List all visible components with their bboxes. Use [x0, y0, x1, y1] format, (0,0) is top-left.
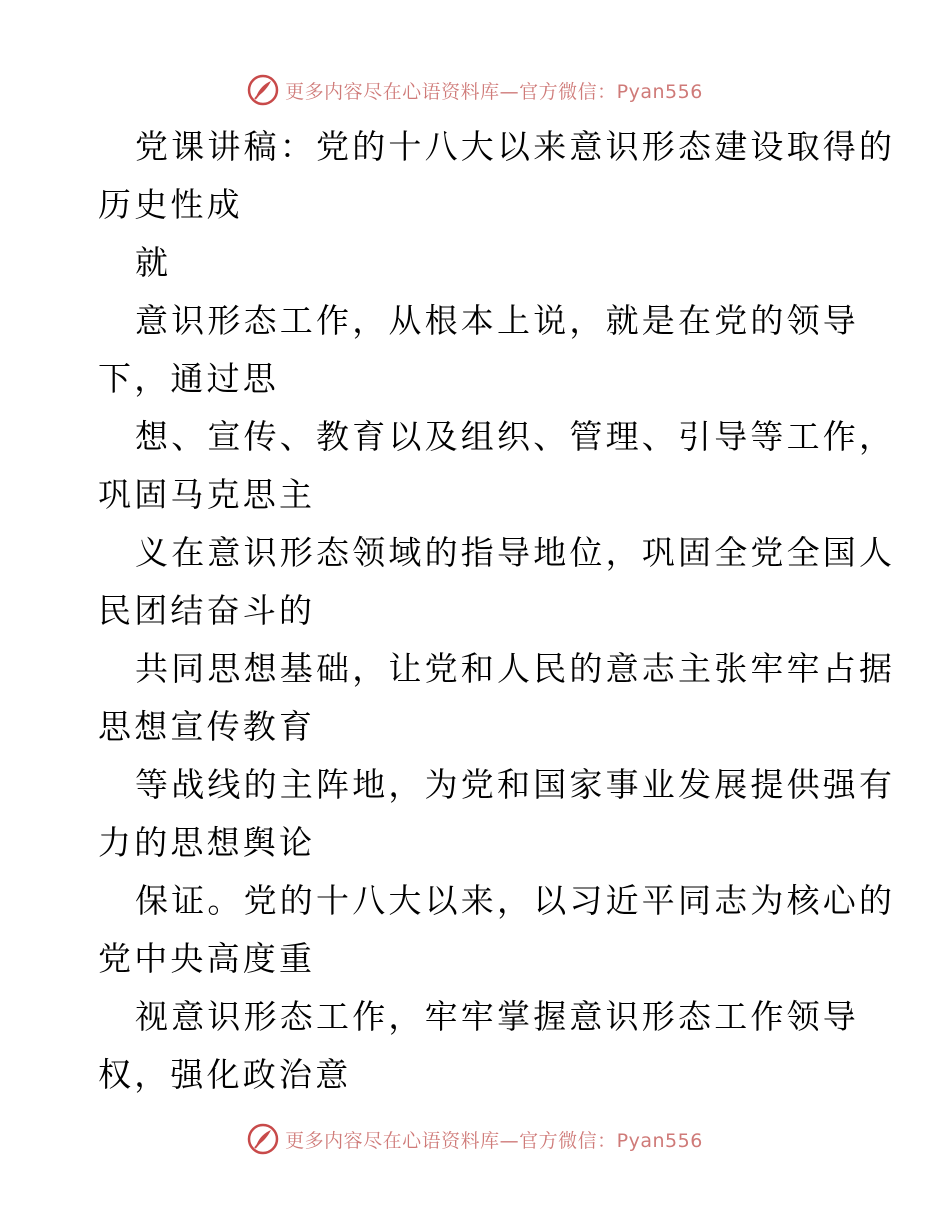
text-line: 巩固马克思主 — [98, 475, 316, 514]
text-line: 视意识形态工作，牢牢掌握意识形态工作领导 — [135, 997, 859, 1036]
watermark-text: 更多内容尽在心语资料库—官方微信：Pyan556 — [285, 1129, 703, 1152]
footer-watermark — [0, 1119, 950, 1159]
watermark-text: 更多内容尽在心语资料库—官方微信：Pyan556 — [285, 80, 703, 103]
text-line: 力的思想舆论 — [98, 823, 316, 862]
text-line: 想、宣传、教育以及组织、管理、引导等工作， — [135, 417, 896, 456]
text-line: 思想宣传教育 — [98, 707, 316, 746]
text-line: 共同思想基础，让党和人民的意志主张牢牢占据 — [135, 649, 896, 688]
text-line: 等战线的主阵地，为党和国家事业发展提供强有 — [135, 765, 896, 804]
text-line: 就 — [135, 243, 172, 282]
text-line: 党中央高度重 — [98, 939, 316, 978]
text-line: 保证。党的十八大以来，以习近平同志为核心的 — [135, 881, 896, 920]
red-quill-emblem-icon — [247, 1123, 279, 1155]
text-line: 意识形态工作，从根本上说，就是在党的领导 — [135, 301, 859, 340]
text-line: 民团结奋斗的 — [98, 591, 316, 630]
text-line: 权，强化政治意 — [98, 1055, 352, 1094]
text-line: 党课讲稿：党的十八大以来意识形态建设取得的 — [135, 127, 896, 166]
red-quill-emblem-icon — [247, 74, 279, 106]
text-line: 下，通过思 — [98, 359, 279, 398]
text-line: 义在意识形态领域的指导地位，巩固全党全国人 — [135, 533, 896, 572]
header-watermark — [0, 70, 950, 110]
document-body — [98, 118, 896, 1104]
text-line: 历史性成 — [98, 185, 243, 224]
